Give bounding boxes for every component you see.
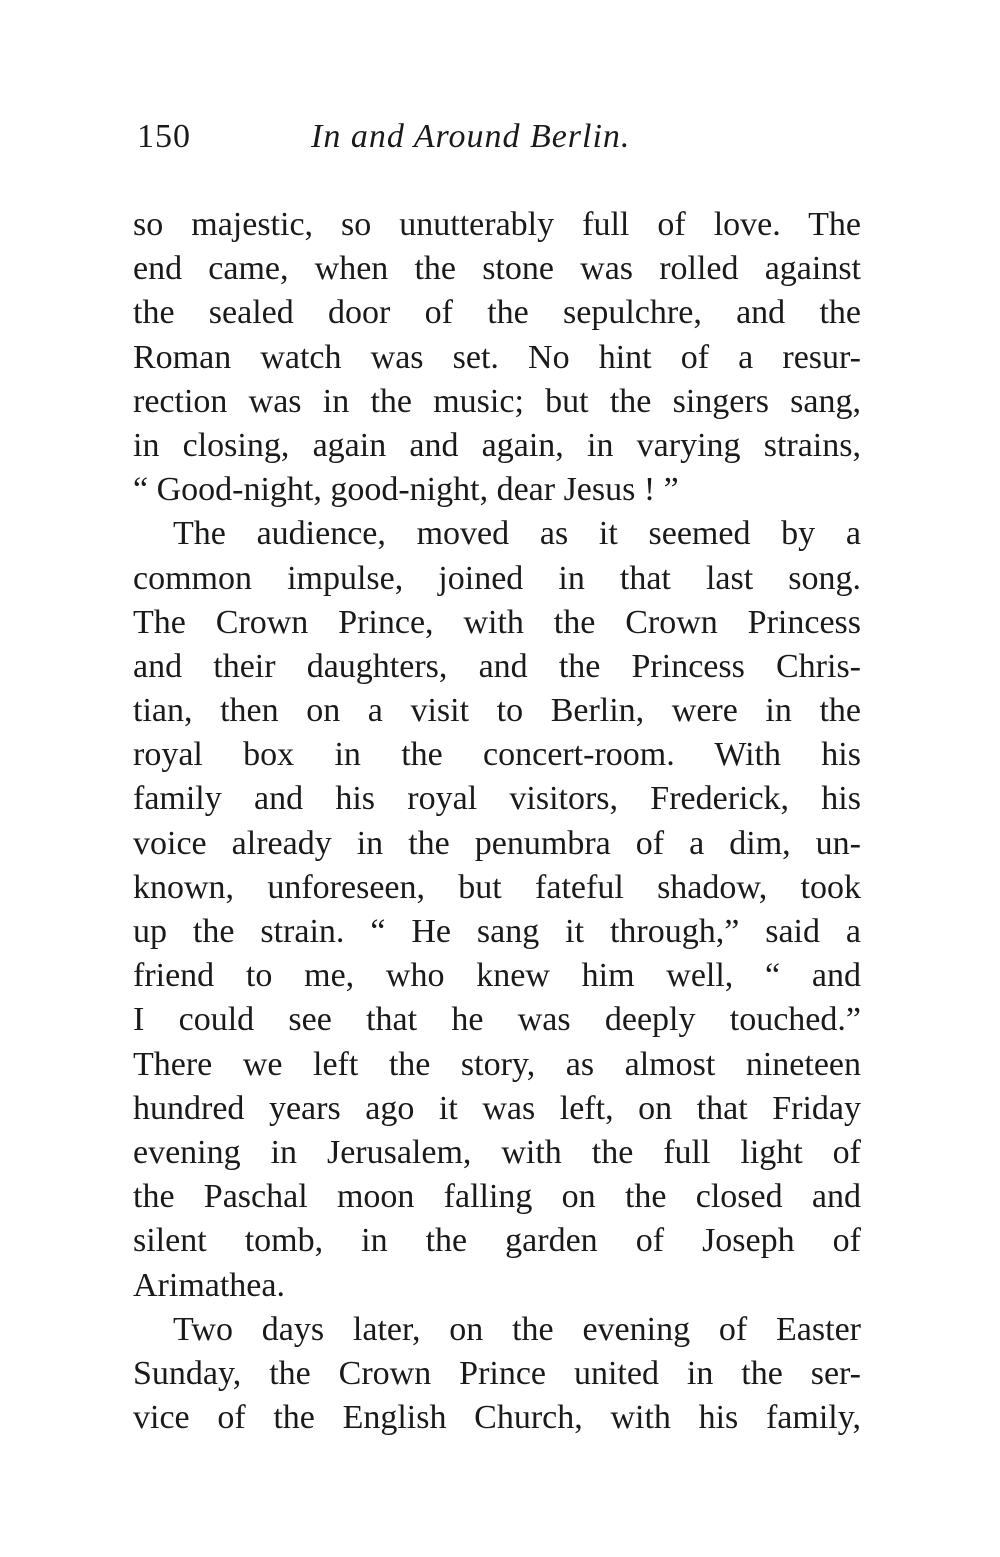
text-line: hundred years ago it was left, on that Friday (133, 1089, 861, 1127)
text-line: Two days later, on the evening of Easter (173, 1310, 861, 1348)
text-line: in closing, again and again, in varying strains, (133, 426, 861, 464)
text-line: evening in Jerusalem, with the full light of (133, 1133, 861, 1171)
text-line: The Crown Prince, with the Crown Princess (133, 603, 861, 641)
text-line: rection was in the music; but the singers sang, (133, 382, 861, 420)
text-line: end came, when the stone was rolled against (133, 250, 861, 288)
text-line: There we left the story, as almost nineteen (133, 1045, 861, 1083)
text-line: the Paschal moon falling on the closed and (133, 1178, 861, 1216)
text-line: royal box in the concert-room. With his (133, 736, 861, 774)
page-number: 150 (137, 118, 191, 155)
text-line: I could see that he was deeply touched.” (133, 1001, 861, 1039)
text-line: known, unforeseen, but fateful shadow, took (133, 868, 861, 906)
text-line: common impulse, joined in that last song. (133, 559, 861, 597)
text-line: silent tomb, in the garden of Joseph of (133, 1222, 861, 1260)
text-line: friend to me, who knew him well, “ and (133, 957, 861, 995)
text-line: up the strain. “ He sang it through,” said a (133, 913, 861, 950)
text-line: Sunday, the Crown Prince united in the ser- (133, 1354, 861, 1392)
text-line: family and his royal visitors, Frederick, his (133, 780, 861, 818)
running-title: In and Around Berlin. (311, 118, 631, 155)
text-line: “ Good-night, good-night, dear Jesus ! ” (133, 471, 679, 509)
body-text (133, 203, 861, 1440)
text-line: Arimathea. (133, 1266, 285, 1304)
page-header (137, 118, 857, 168)
text-line: and their daughters, and the Princess Chris- (133, 647, 861, 685)
text-line: tian, then on a visit to Berlin, were in the (133, 692, 861, 730)
text-line: the sealed door of the sepulchre, and the (133, 294, 861, 332)
text-line: so majestic, so unutterably full of love. The (133, 206, 861, 243)
text-line: The audience, moved as it seemed by a (173, 515, 861, 553)
text-line: vice of the English Church, with his family, (133, 1399, 861, 1437)
text-line: Roman watch was set. No hint of a resur- (133, 338, 861, 376)
text-line: voice already in the penumbra of a dim, un- (133, 824, 861, 862)
